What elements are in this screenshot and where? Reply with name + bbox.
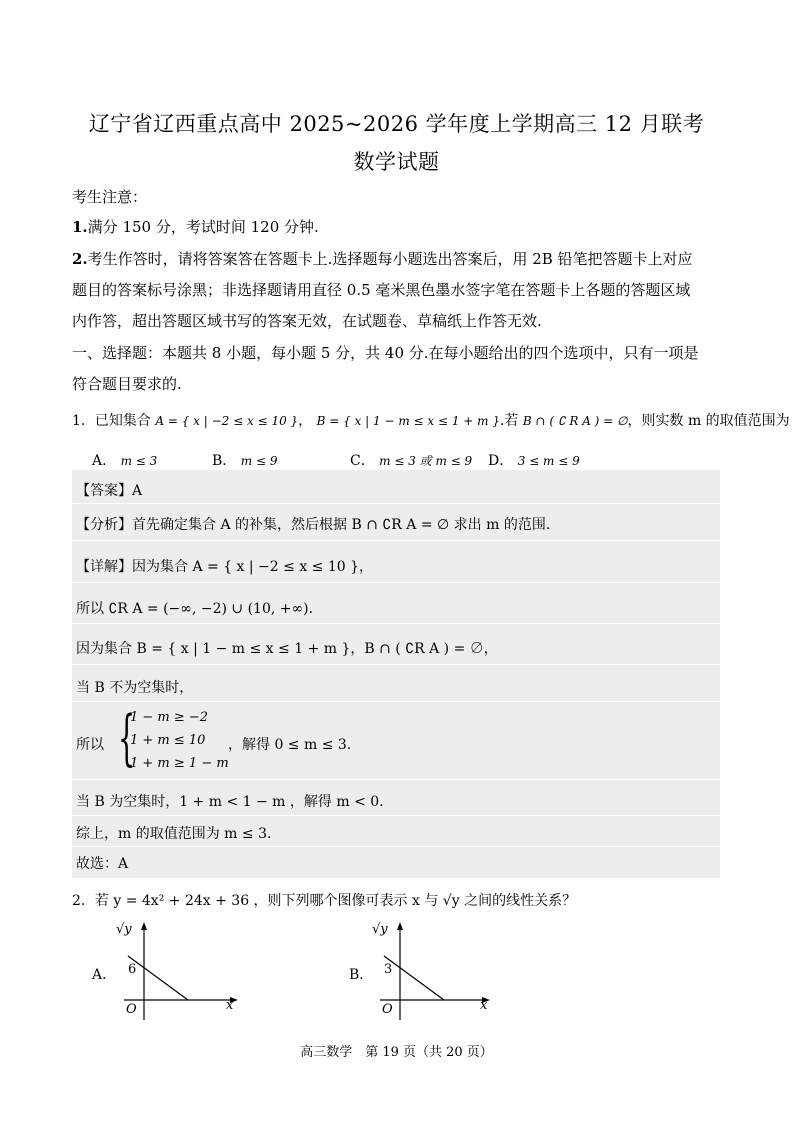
solution-divider xyxy=(72,815,720,816)
q1-set-a: A = { x | −2 ≤ x ≤ 10 } xyxy=(155,414,299,428)
solution-answer: 【答案】A xyxy=(76,483,143,499)
section-1-line-2: 符合题目要求的. xyxy=(72,375,182,393)
graph-a-intercept: 6 xyxy=(128,962,137,977)
graph-a-origin: O xyxy=(126,1002,137,1017)
solution-divider xyxy=(72,701,720,702)
system-eq-1: 1 − m ≥ −2 xyxy=(130,710,209,725)
graph-a-label: A． xyxy=(92,967,117,983)
solution-detail-1: 【详解】因为集合 A = { x | −2 ≤ x ≤ 10 }， xyxy=(76,559,374,575)
q1-option-a-value: m ≤ 3 xyxy=(120,454,158,468)
graph-b-intercept: 3 xyxy=(384,962,393,977)
page-footer: 高三数学 第 19 页（共 20 页） xyxy=(300,1045,493,1060)
note-2-line-3: 内作答，超出答题区域书写的答案无效，在试题卷、草稿纸上作答无效. xyxy=(72,312,542,330)
system-brace: { xyxy=(118,703,136,773)
graph-b-y-label: √y xyxy=(372,922,388,937)
graph-b-y-arrow xyxy=(397,922,403,930)
q1-option-c-label: C． xyxy=(350,453,375,469)
question-2-stem: 2．若 y = 4x² + 24x + 36 ，则下列哪个图像可表示 x 与 √y 之间的线性关系？ xyxy=(72,893,577,909)
question-1-stem xyxy=(72,410,790,430)
solution-detail-5-tail: ，解得 0 ≤ m ≤ 3. xyxy=(228,737,352,753)
note-1-text: 满分 150 分，考试时间 120 分钟. xyxy=(87,218,319,236)
solution-divider xyxy=(72,779,720,780)
notes-heading: 考生注意： xyxy=(72,188,148,206)
solution-divider xyxy=(72,540,720,541)
note-2-line-1 xyxy=(72,248,693,269)
solution-detail-8: 故选：A xyxy=(76,856,129,872)
q1-prefix: 1．已知集合 xyxy=(72,413,151,429)
q1-option-b xyxy=(212,450,277,470)
graph-b-line xyxy=(384,956,444,1000)
q1-tail: ，则实数 m 的取值范围为 xyxy=(627,413,790,429)
q1-option-a-label: A． xyxy=(92,453,117,469)
q1-option-b-label: B． xyxy=(212,453,237,469)
solution-divider xyxy=(72,582,720,583)
solution-detail-5-prefix: 所以 xyxy=(76,737,104,753)
q1-option-b-value: m ≤ 9 xyxy=(240,454,278,468)
solution-detail-6: 当 B 为空集时，1 + m < 1 − m ，解得 m < 0. xyxy=(76,794,384,810)
graph-b-x-label: x xyxy=(480,998,488,1013)
solution-detail-2: 所以 ∁R A = (−∞, −2) ∪ (10, +∞). xyxy=(76,601,314,617)
note-2-text-1: 考生作答时，请将答案答在答题卡上.选择题每小题选出答案后，用 2B 铅笔把答题卡上对应 xyxy=(87,250,693,268)
solution-divider xyxy=(72,846,720,847)
q1-option-d xyxy=(488,450,580,470)
graph-a-line xyxy=(128,956,188,1000)
q1-option-c-value: m ≤ 3 或 m ≤ 9 xyxy=(379,454,473,468)
exam-title: 辽宁省辽西重点高中 2025~2026 学年度上学期高三 12 月联考 xyxy=(88,112,705,136)
solution-analysis: 【分析】首先确定集合 A 的补集，然后根据 B ∩ ∁R A = ∅ 求出 m 的范围. xyxy=(76,517,551,533)
solution-divider xyxy=(72,503,720,504)
q1-option-d-label: D． xyxy=(488,453,514,469)
q1-set-b: B = { x | 1 − m ≤ x ≤ 1 + m } xyxy=(316,414,500,428)
solution-divider xyxy=(72,623,720,624)
graph-b-origin: O xyxy=(382,1002,393,1017)
graph-a-y-label: √y xyxy=(116,922,132,937)
q1-if: .若 xyxy=(499,413,519,429)
solution-divider xyxy=(72,664,720,665)
q1-option-c xyxy=(350,450,472,470)
note-1-number: 1. xyxy=(72,218,88,236)
q1-condition: B ∩ ( ∁ R A ) = ∅ xyxy=(522,414,628,428)
note-2-line-2: 题目的答案标号涂黑；非选择题请用直径 0.5 毫米黑色墨水签字笔在答题卡上各题的答题区域 xyxy=(72,281,691,299)
solution-detail-4: 当 B 不为空集时， xyxy=(76,680,194,696)
section-1-line-1: 一、选择题：本题共 8 小题，每小题 5 分，共 40 分.在每小题给出的四个选项中，只有一项是 xyxy=(72,344,699,362)
solution-detail-3: 因为集合 B = { x | 1 − m ≤ x ≤ 1 + m }，B ∩ ( ∁R A ) = ∅， xyxy=(76,641,498,657)
q1-option-a xyxy=(92,450,157,470)
system-eq-3: 1 + m ≥ 1 − m xyxy=(130,756,229,771)
system-eq-2: 1 + m ≤ 10 xyxy=(130,733,206,748)
q1-option-d-value: 3 ≤ m ≤ 9 xyxy=(517,454,580,468)
note-2-number: 2. xyxy=(72,250,88,268)
solution-detail-7: 综上，m 的取值范围为 m ≤ 3. xyxy=(76,826,272,842)
q1-comma: ， xyxy=(298,413,313,429)
graph-a-y-arrow xyxy=(141,922,147,930)
graph-b-label: B． xyxy=(349,967,374,983)
exam-subtitle: 数学试题 xyxy=(353,150,440,174)
graph-a-x-label: x xyxy=(226,998,234,1013)
note-1 xyxy=(72,216,319,237)
